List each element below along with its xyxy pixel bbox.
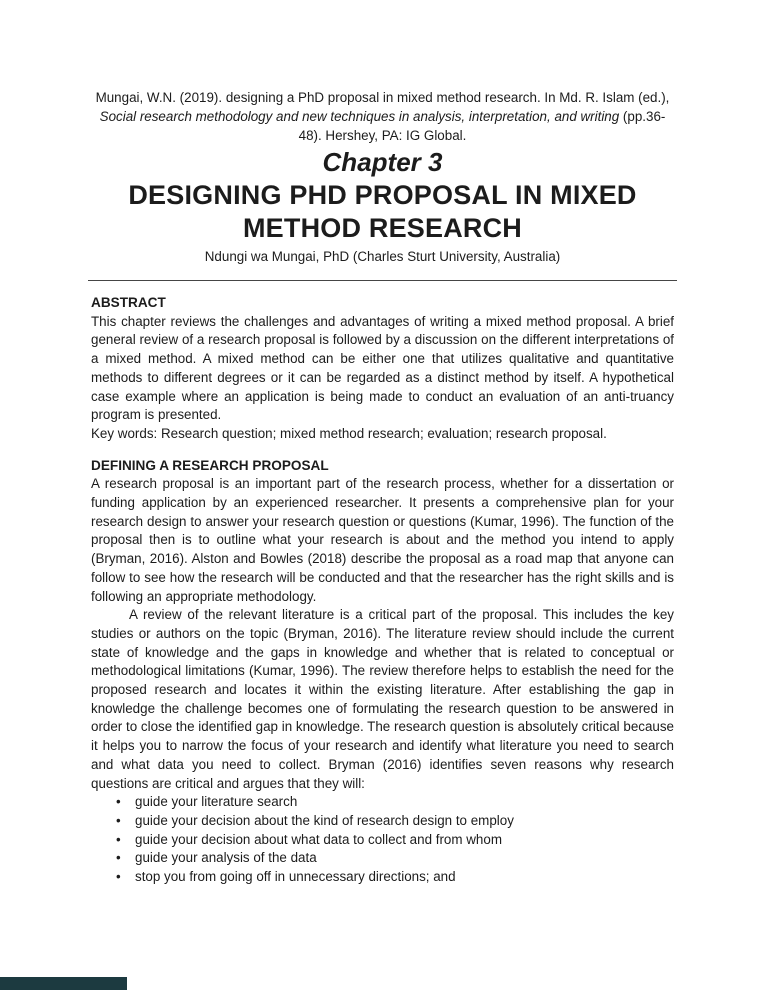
list-item (91, 793, 674, 812)
abstract-text: This chapter reviews the challenges and advantages of writing a mixed method proposal. A brief general review of a research proposal is followed by a discussion on the different interpretations of a mixed method. A mixed method can be either one that utilizes qualitative and quantitative methods to different degrees or it can be regarded as a distinct method by itself. A hypothetical case example where an application is being made to conduct an evaluation of an anti-truancy program is presented. (91, 313, 674, 423)
next-page-edge-bar (0, 977, 127, 990)
author-line: Ndungi wa Mungai, PhD (Charles Sturt University, Australia) (204, 249, 561, 264)
bullet-icon: • (116, 869, 121, 885)
chapter-title-line-1: DESIGNING PHD PROPOSAL IN MIXED (128, 180, 637, 210)
bullet-icon: • (116, 850, 121, 866)
divider-rule (88, 280, 677, 281)
section-paragraph-1: A research proposal is an important part of the research process, whether for a dissertation or funding application by an experienced researcher. It presents a comprehensive plan for your research design to answer your research question or questions (Kumar, 1996). The function of the proposal then is to outline what your research is about and the method you intend to apply (Bryman, 2016). Alston and Bowles (2018) describe the proposal as a road map that anyone can follow to see how the research will be conducted and that the researcher has the right skills and is following an appropriate methodology. (91, 476, 674, 604)
list-item-text: guide your decision about the kind of research design to employ (135, 812, 514, 828)
bullet-list (91, 793, 674, 887)
citation (91, 88, 674, 145)
list-item-text: stop you from going off in unnecessary directions; and (135, 869, 456, 885)
list-item (91, 812, 674, 831)
list-item (91, 831, 674, 850)
list-item-text: guide your decision about what data to collect and from whom (135, 831, 502, 847)
citation-part-3: (pp.36-48). Hershey, PA: IG Global. (298, 109, 666, 143)
bullet-icon: • (116, 812, 121, 828)
chapter-label: Chapter 3 (322, 147, 443, 177)
citation-part-1: Mungai, W.N. (2019). designing a PhD proposal in mixed method research. In Md. R. Islam (ed.), (95, 90, 670, 105)
list-item-text: guide your literature search (135, 794, 298, 810)
abstract-heading: ABSTRACT (91, 295, 166, 310)
list-item-text: guide your analysis of the data (135, 850, 317, 866)
chapter-title-line-2: METHOD RESEARCH (242, 213, 522, 243)
chapter-title (91, 179, 674, 245)
page-content (91, 88, 674, 887)
list-item (91, 849, 674, 868)
section-heading: DEFINING A RESEARCH PROPOSAL (91, 457, 329, 473)
section-paragraph-2: A review of the relevant literature is a critical part of the proposal. This includes the key studies or authors on the topic (Bryman, 2016). The literature review should include the current state of knowledge and the gaps in knowledge and whether that is related to conceptual or methodological limitations (Kumar, 1996). The review therefore helps to establish the need for the proposed research and locates it within the existing literature. After establishing the gap in knowledge the challenge becomes one of formulating the research question to be answered in order to close the identified gap in knowledge. The research question is absolutely critical because it helps you to narrow the focus of your research and identify what literature you need to search and what data you need to collect. Bryman (2016) identifies seven reasons why research questions are critical and argues that they will: (91, 607, 674, 791)
keywords-line: Key words: Research question; mixed method research; evaluation; research proposal. (91, 425, 607, 441)
citation-book-title: Social research methodology and new techniques in analysis, interpretation, and writing (99, 109, 620, 124)
bullet-icon: • (116, 794, 121, 810)
list-item (91, 868, 674, 887)
bullet-icon: • (116, 831, 121, 847)
